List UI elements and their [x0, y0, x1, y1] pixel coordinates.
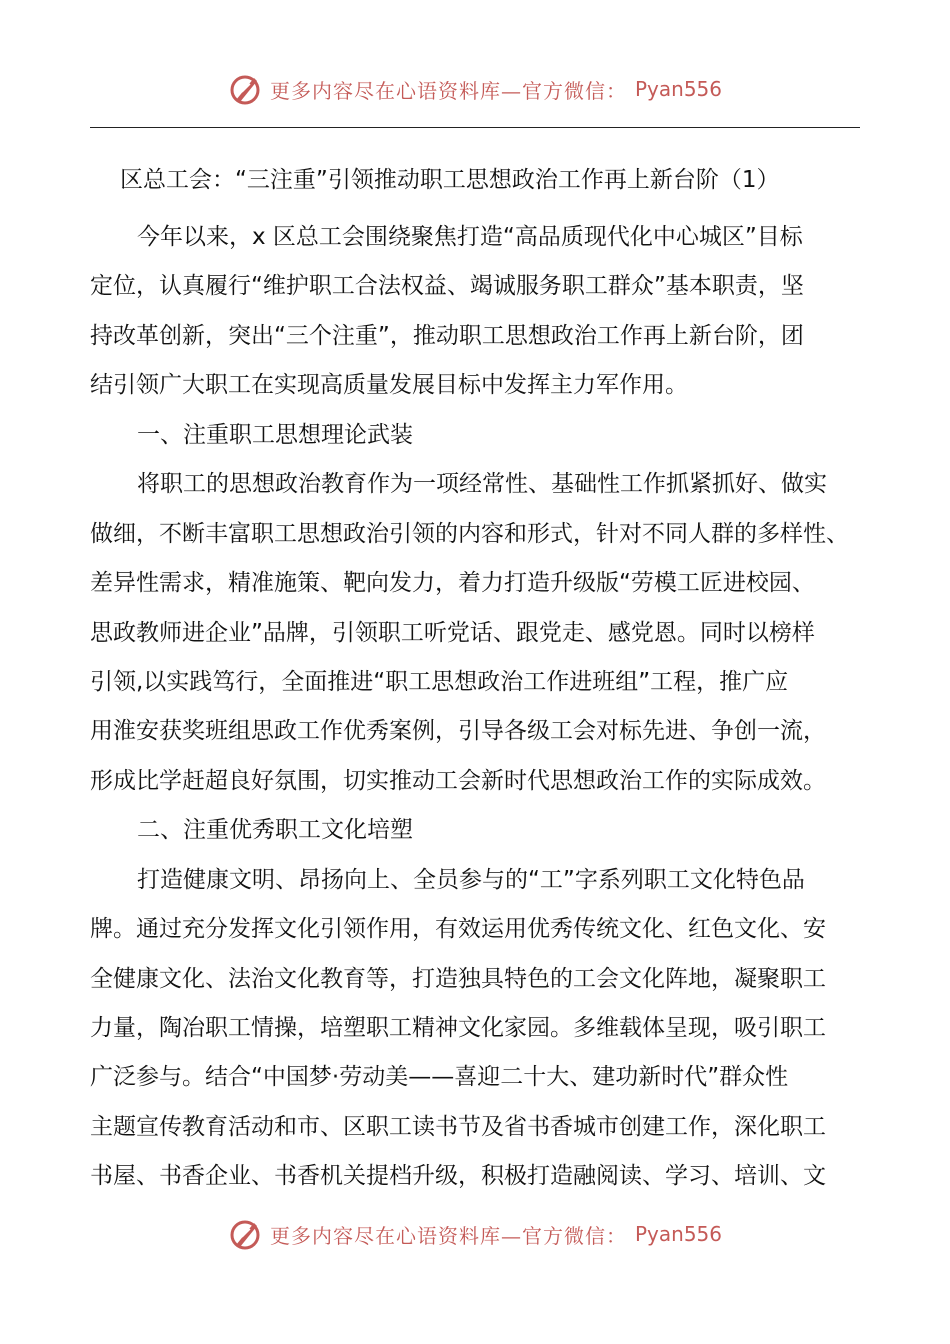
body-line: 思政教师进企业”品牌，引领职工听党话、跟党走、感党恩。同时以榜样 [90, 619, 815, 646]
body-line: 今年以来，x 区总工会围绕聚焦打造“高品质现代化中心城区”目标 [137, 224, 803, 250]
footer-watermark [0, 1217, 950, 1251]
body-line: 打造健康文明、昂扬向上、全员参与的“工”字系列职工文化特色品 [137, 866, 805, 893]
header-divider [90, 127, 860, 128]
body-line: 引领,以实践笃行，全面推进“职工思想政治工作进班组”工程，推广应 [90, 668, 789, 695]
body-line: 牌。通过充分发挥文化引领作用，有效运用优秀传统文化、红色文化、安 [90, 916, 826, 943]
watermark-text: 更多内容尽在心语资料库—官方微信： [269, 78, 627, 103]
document-body [90, 213, 880, 1202]
section-heading-2: 二、注重优秀职工文化培塑 [137, 817, 413, 844]
body-line: 做细，不断丰富职工思想政治引领的内容和形式，针对不同人群的多样性、 [90, 520, 849, 547]
body-line: 用淮安获奖班组思政工作优秀案例，引导各级工会对标先进、争创一流， [90, 718, 826, 745]
body-line: 广泛参与。结合“中国梦·劳动美——喜迎二十大、建功新时代”群众性 [90, 1064, 789, 1091]
quill-logo-icon [228, 1217, 262, 1251]
document-title: 区总工会：“三注重”引领推动职工思想政治工作再上新台阶（1） [120, 167, 780, 193]
header-watermark [0, 72, 950, 106]
body-line: 力量，陶冶职工情操，培塑职工精神文化家园。多维载体呈现，吸引职工 [90, 1015, 826, 1041]
watermark-wechat-id: Pyan556 [634, 77, 722, 101]
body-line: 定位，认真履行“维护职工合法权益、竭诚服务职工群众”基本职责，坚 [90, 273, 804, 300]
body-line: 主题宣传教育活动和市、区职工读书节及省书香城市创建工作，深化职工 [90, 1113, 826, 1140]
body-line: 持改革创新，突出“三个注重”，推动职工思想政治工作再上新台阶，团 [90, 322, 804, 349]
watermark-text: 更多内容尽在心语资料库—官方微信： [269, 1223, 627, 1248]
body-line: 将职工的思想政治教育作为一项经常性、基础性工作抓紧抓好、做实 [137, 471, 827, 498]
body-line: 结引领广大职工在实现高质量发展目标中发挥主力军作用。 [90, 372, 688, 399]
body-line: 差异性需求，精准施策、靶向发力，着力打造升级版“劳模工匠进校园、 [90, 570, 815, 597]
watermark-wechat-id: Pyan556 [634, 1222, 722, 1246]
section-heading-1: 一、注重职工思想理论武装 [137, 421, 413, 448]
quill-logo-icon [228, 72, 262, 106]
body-line: 全健康文化、法治文化教育等，打造独具特色的工会文化阵地，凝聚职工 [90, 965, 826, 992]
body-line: 书屋、书香企业、书香机关提档升级，积极打造融阅读、学习、培训、文 [90, 1163, 826, 1190]
body-line: 形成比学赶超良好氛围，切实推动工会新时代思想政治工作的实际成效。 [90, 767, 826, 794]
